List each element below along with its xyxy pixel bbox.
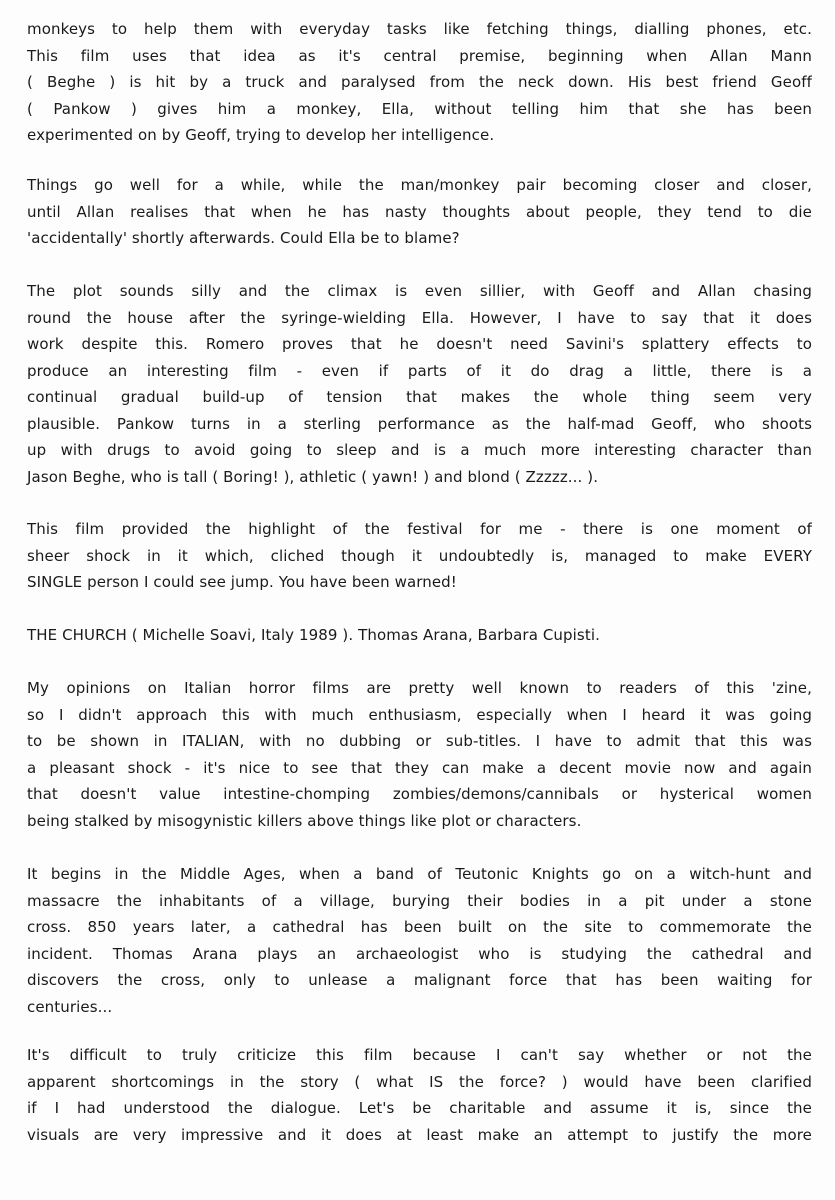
text-line: continual gradual build-up of tension that makes the whole thing seem very <box>27 388 812 406</box>
paragraph <box>27 516 812 596</box>
text-line: if I had understood the dialogue. Let's be charitable and assume it is, since the <box>27 1099 812 1117</box>
text-line: visuals are very impressive and it does at least make an attempt to justify the more <box>27 1125 812 1144</box>
text-line: so I didn't approach this with much enthusiasm, especially when I heard it was going <box>27 705 812 724</box>
text-line: centuries... <box>27 997 113 1016</box>
text-line: up with drugs to avoid going to sleep and is a much more interesting character than <box>27 441 812 459</box>
text-line: It begins in the Middle Ages, when a band of Teutonic Knights go on a witch-hunt and <box>27 865 812 883</box>
text-line: 'accidentally' shortly afterwards. Could Ella be to blame? <box>27 229 460 247</box>
text-line: that doesn't value intestine-chomping zombies/demons/cannibals or hysterical women <box>27 785 812 803</box>
text-line: The plot sounds silly and the climax is even sillier, with Geoff and Allan chasing <box>27 282 812 300</box>
text-line: incident. Thomas Arana plays an archaeologist who is studying the cathedral and <box>27 944 812 963</box>
text-line: produce an interesting film - even if parts of it do drag a little, there is a <box>27 361 812 380</box>
text-line: work despite this. Romero proves that he doesn't need Savini's splattery effects to <box>27 335 812 353</box>
text-line: experimented on by Geoff, trying to develop her intelligence. <box>27 126 495 144</box>
paragraph <box>27 861 812 1020</box>
paragraph <box>27 172 812 252</box>
text-line: being stalked by misogynistic killers above things like plot or characters. <box>27 811 582 830</box>
text-line: discovers the cross, only to unlease a malignant force that has been waiting for <box>27 971 812 989</box>
text-line: Things go well for a while, while the man/monkey pair becoming closer and closer, <box>27 176 812 194</box>
text-line: My opinions on Italian horror films are pretty well known to readers of this 'zine, <box>27 679 812 697</box>
text-line: round the house after the syringe-wielding Ella. However, I have to say that it does <box>27 308 812 327</box>
text-line: This film uses that idea as it's central premise, beginning when Allan Mann <box>27 46 812 65</box>
paragraph <box>27 278 812 490</box>
text-line: massacre the inhabitants of a village, burying their bodies in a pit under a stone <box>27 891 812 910</box>
text-line: apparent shortcomings in the story ( what IS the force? ) would have been clarified <box>27 1072 812 1091</box>
text-line: THE CHURCH ( Michelle Soavi, Italy 1989 ). Thomas Arana, Barbara Cupisti. <box>27 626 600 644</box>
paragraph <box>27 1042 812 1148</box>
film-heading <box>27 622 812 649</box>
text-line: cross. 850 years later, a cathedral has been built on the site to commemorate the <box>27 918 812 936</box>
text-line: SINGLE person I could see jump. You have been warned! <box>27 573 457 591</box>
paragraph <box>27 16 812 149</box>
text-line: ( Beghe ) is hit by a truck and paralysed from the neck down. His best friend Geoff <box>27 73 812 91</box>
text-line: It's difficult to truly criticize this film because I can't say whether or not the <box>27 1046 812 1064</box>
text-line: monkeys to help them with everyday tasks like fetching things, dialling phones, etc. <box>27 20 812 38</box>
text-line: to be shown in ITALIAN, with no dubbing or sub-titles. I have to admit that this was <box>27 732 812 750</box>
text-line: Jason Beghe, who is tall ( Boring! ), athletic ( yawn! ) and blond ( Zzzzz... ). <box>27 467 599 486</box>
text-line: sheer shock in it which, cliched though it undoubtedly is, managed to make EVERY <box>27 546 812 565</box>
text-line: a pleasant shock - it's nice to see that they can make a decent movie now and again <box>27 758 812 777</box>
text-line: until Allan realises that when he has nasty thoughts about people, they tend to die <box>27 202 812 221</box>
paragraph <box>27 675 812 834</box>
text-line: ( Pankow ) gives him a monkey, Ella, without telling him that she has been <box>27 99 812 118</box>
text-line: This film provided the highlight of the festival for me - there is one moment of <box>27 520 812 538</box>
text-line: plausible. Pankow turns in a sterling performance as the half-mad Geoff, who shoots <box>27 414 812 433</box>
